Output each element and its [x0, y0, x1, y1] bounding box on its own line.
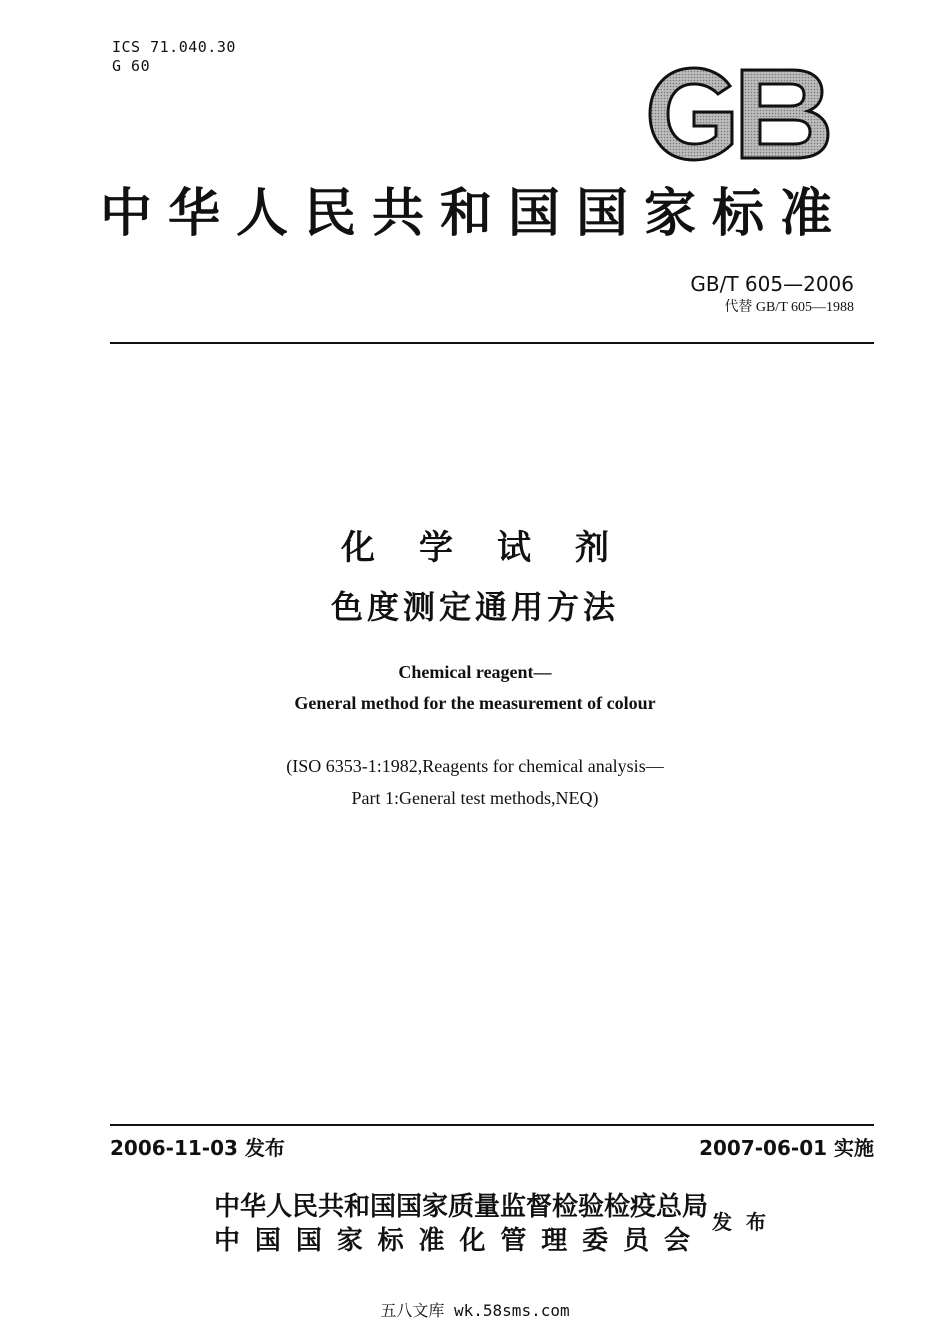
issuer-sac-char: 中: [214, 1226, 241, 1256]
ics-code-block: [112, 38, 236, 76]
issuer-sac-char: 国: [254, 1226, 281, 1256]
ccs-code: G 60: [112, 57, 151, 75]
issuer-sac-char: 会: [663, 1226, 690, 1256]
issuer-sac: [214, 1220, 690, 1257]
ics-code: ICS 71.040.30: [112, 38, 236, 56]
standard-number: GB/T 605—2006: [690, 272, 854, 296]
issuer-sac-char: 标: [377, 1226, 404, 1256]
issuer-sac-char: 准: [418, 1226, 445, 1256]
issuer-sac-char: 管: [500, 1226, 527, 1256]
en-title-line1: Chemical reagent—: [398, 662, 552, 682]
issuer-aqsiq: 中华人民共和国国家质量监督检验检疫总局: [214, 1192, 709, 1222]
issuer-sac-char: 委: [582, 1226, 609, 1256]
en-title-line2: General method for the measurement of colour: [294, 693, 656, 713]
issuer-sac-char: 家: [336, 1226, 363, 1256]
iso-reference-line1: (ISO 6353-1:1982,Reagents for chemical analysis—: [286, 756, 664, 776]
cn-title-line2: 色度测定通用方法: [330, 588, 619, 626]
gb-logo: [642, 64, 832, 164]
issuer-sac-char: 理: [541, 1226, 568, 1256]
cn-title-line1: 化学试剂: [341, 528, 653, 568]
bottom-divider: [110, 1124, 874, 1126]
footer-watermark-text: 五八文库 wk.58sms.com: [380, 1301, 570, 1320]
issuer-sac-char: 国: [295, 1226, 322, 1256]
national-standard-title: 中华人民共和国国家标准: [100, 184, 849, 244]
replaces-standard: 代替 GB/T 605—1988: [724, 300, 854, 315]
top-divider: [110, 342, 874, 344]
issue-date: 2006-11-03 发布: [110, 1136, 285, 1160]
implementation-date: 2007-06-01 实施: [699, 1136, 874, 1160]
issuer-sac-char: 员: [623, 1226, 650, 1256]
issuer-sac-char: 化: [459, 1226, 486, 1256]
iso-reference-line2: Part 1:General test methods,NEQ): [351, 788, 599, 808]
publish-label: 发布: [712, 1210, 780, 1234]
